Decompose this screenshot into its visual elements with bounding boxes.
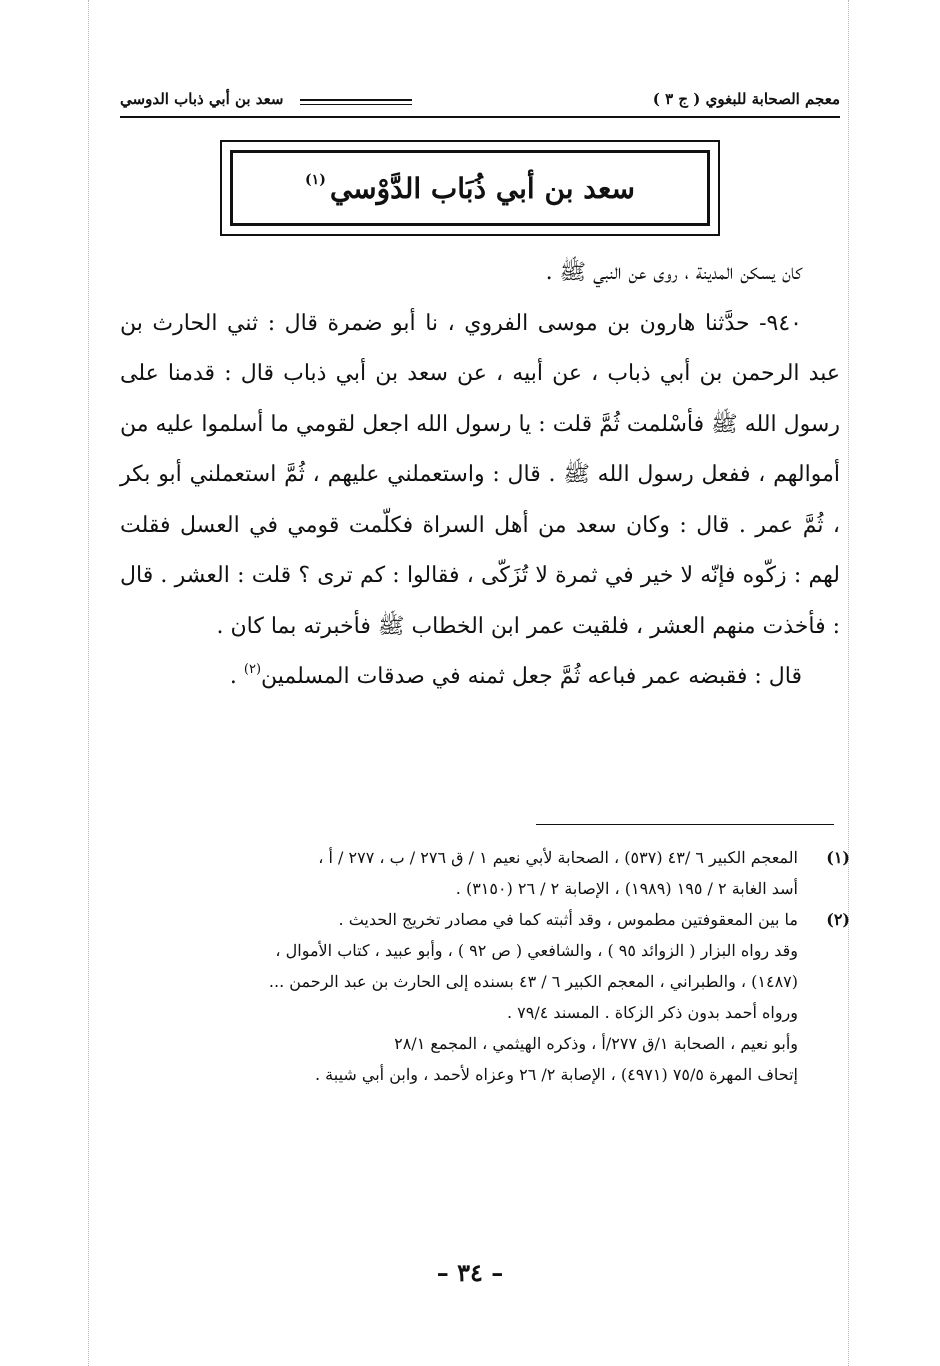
- margin-guide-right: [848, 0, 849, 1366]
- footnote-1: [120, 842, 850, 904]
- running-header: [120, 90, 840, 114]
- header-divider: [120, 116, 840, 118]
- entry-title: [305, 172, 635, 205]
- footnote-line: ما بين المعقوفتين مطموس ، وقد أثبته كما في مصادر تخريج الحديث .: [338, 910, 798, 929]
- footnote-divider: [536, 824, 834, 825]
- footnote-line: إتحاف المهرة ٧٥/٥ (٤٩٧١) ، الإصابة ٢/ ٢٦ وعزاه لأحمد ، وابن أبي شيبة .: [314, 1065, 798, 1084]
- footnote-line: (١٤٨٧) ، والطبراني ، المعجم الكبير ٦ / ٤٣ بسنده إلى الحارث بن عبد الرحمن ...: [268, 972, 798, 991]
- page-number: – ٣٤ –: [436, 1258, 504, 1287]
- footnote-line: وقد رواه البزار ( الزوائد ٩٥ ) ، والشافعي ( ص ٩٢ ) ، وأبو عبيد ، كتاب الأموال ،: [275, 941, 798, 960]
- header-rule: [300, 99, 412, 105]
- hadith-paragraph: ٩٤٠- حدَّثنا هارون بن موسى الفروي ، نا أبو ضمرة قال : ثني الحارث بن عبد الرحمن بن أبي ذباب ، عن أبيه ، عن سعد بن أبي ذباب قال : قدمنا على رسول الله ﷺ فأسْلمت ثُمَّ قلت : يا رسول الله اجعل لقومي ما أسلموا عليه من أموالهم ، ففعل رسول الله ﷺ . قال : واستعملني عليهم ، ثُمَّ استعملني أبو بكر ، ثُمَّ عمر . قال : وكان سعد من أهل السراة فكلّمت قومي في العسل فقلت لهم : زكّوه فإنّه لا خير في ثمرة لا تُزَكّى ، فقالوا : كم ترى ؟ قلت : العشر . قال : فأخذت منهم العشر ، فلقيت عمر ابن الخطاب ﷺ فأخبرته بما كان .: [120, 310, 840, 639]
- footnote-number: (٢): [826, 910, 850, 929]
- margin-guide-left: [88, 0, 89, 1366]
- footnote-line: المعجم الكبير ٦ /٤٣ (٥٣٧) ، الصحابة لأبي نعيم ١ / ق ٢٧٦ / ب ، ٢٧٧ / أ ،: [318, 848, 798, 867]
- entry-title-footnote-ref: (١): [305, 171, 326, 188]
- intro-paragraph: كان يسكن المدينة ، روى عن النبي ﷺ .: [545, 260, 802, 285]
- closing-end: .: [229, 664, 244, 689]
- header-entry-title: سعد بن أبي ذباب الدوسي: [120, 90, 284, 108]
- footnote-number: (١): [826, 848, 850, 867]
- closing-text: قال : فقبضه عمر فباعه ثُمَّ جعل ثمنه في صدقات المسلمين: [261, 664, 802, 689]
- closing-paragraph: [120, 652, 840, 706]
- entry-title-text: سعد بن أبي ذُبَاب الدَّوْسي: [329, 171, 635, 205]
- main-text: [120, 248, 840, 706]
- footnote-line: ورواه أحمد بدون ذكر الزكاة . المسند ٧٩/٤ .: [506, 1003, 798, 1022]
- entry-title-frame: [220, 140, 720, 236]
- footnote-line: أسد الغابة ٢ / ١٩٥ (١٩٨٩) ، الإصابة ٢ / ٢٦ (٣١٥٠) .: [455, 879, 798, 898]
- footnotes: [120, 842, 850, 1090]
- footnote-2: [120, 904, 850, 1090]
- header-book-title: معجم الصحابة للبغوي ( ج ٣ ): [652, 90, 840, 108]
- entry-title-inner-frame: [230, 150, 710, 226]
- footnote-line: وأبو نعيم ، الصحابة ١/ق ٢٧٧/أ ، وذكره الهيثمي ، المجمع ٢٨/١: [394, 1034, 798, 1053]
- closing-footnote-ref: (٢): [243, 662, 262, 677]
